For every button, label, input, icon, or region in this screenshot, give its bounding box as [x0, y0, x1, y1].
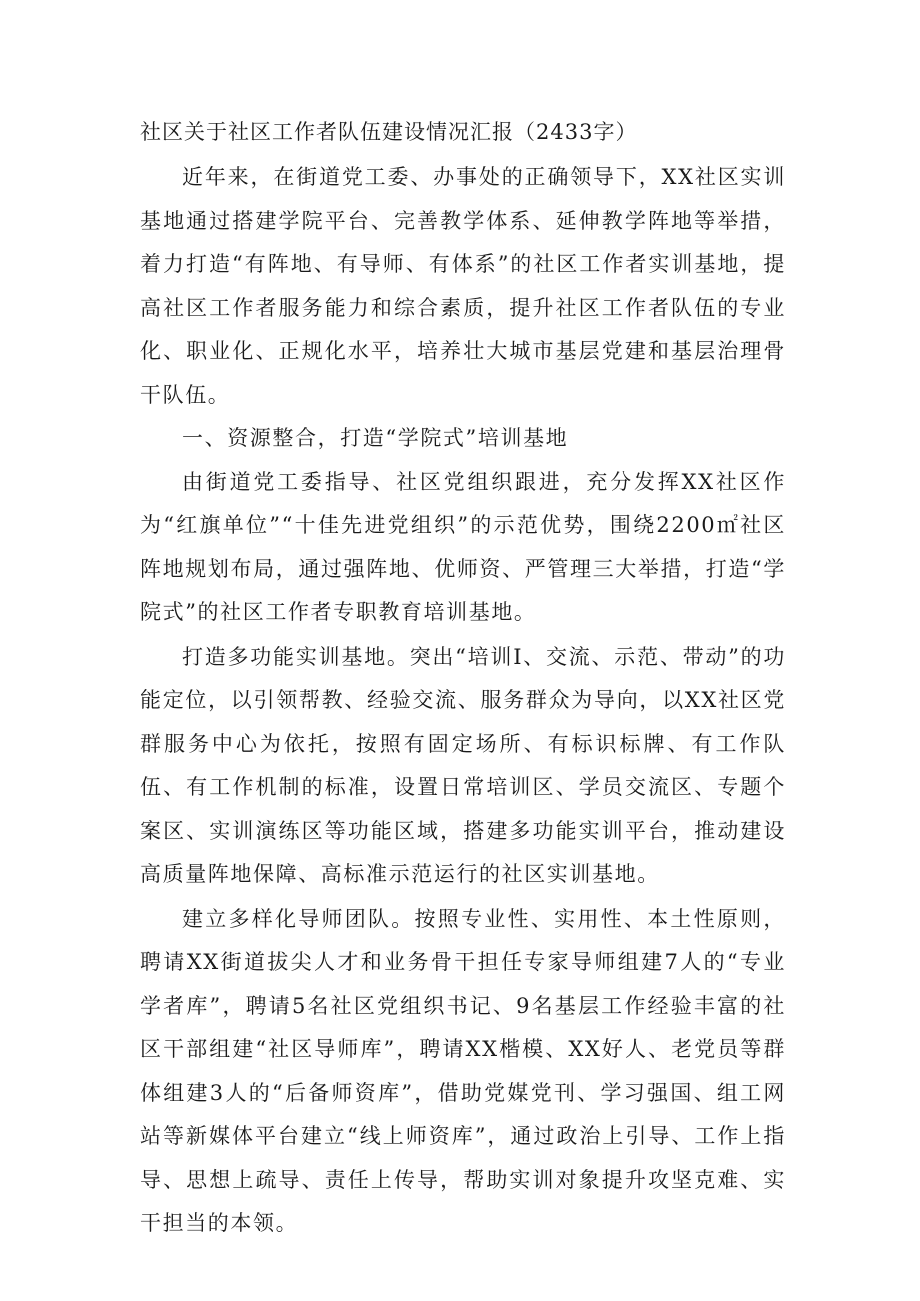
document-body: [140, 112, 786, 1246]
section-1-paragraph-1: 由街道党工委指导、社区党组织跟进，充分发挥XX社区作为“红旗单位”“十佳先进党组织”的示范优势，围绕2200㎡社区阵地规划布局，通过强阵地、优师资、严管理三大举措，打造“学院式”的社区工作者专职教育培训基地。: [140, 469, 786, 624]
section-1-paragraph-2: 打造多功能实训基地。突出“培训Ⅰ、交流、示范、带动”的功能定位，以引领帮教、经验交流、服务群众为导向，以XX社区党群服务中心为依托，按照有固定场所、有标识标牌、有工作队伍、有工作机制的标准，设置日常培训区、学员交流区、专题个案区、实训演练区等功能区域，搭建多功能实训平台，推动建设高质量阵地保障、高标准示范运行的社区实训基地。: [140, 644, 786, 886]
section-1-paragraph-3: 建立多样化导师团队。按照专业性、实用性、本土性原则，聘请XX街道拔尖人才和业务骨干担任专家导师组建7人的“专业学者库”，聘请5名社区党组织书记、9名基层工作经验丰富的社区干部组建“社区导师库”，聘请XX楷模、XX好人、老党员等群体组建3人的“后备师资库”，借助党媒党刊、学习强国、组工网站等新媒体平台建立“线上师资库”，通过政治上引导、工作上指导、思想上疏导、责任上传导，帮助实训对象提升攻坚克难、实干担当的本领。: [140, 906, 786, 1235]
section-heading-1: 一、资源整合，打造“学院式”培训基地: [182, 426, 569, 450]
intro-paragraph: 近年来，在街道党工委、办事处的正确领导下，XX社区实训基地通过搭建学院平台、完善教学体系、延伸教学阵地等举措，着力打造“有阵地、有导师、有体系”的社区工作者实训基地，提高社区工作者服务能力和综合素质，提升社区工作者队伍的专业化、职业化、正规化水平，培养壮大城市基层党建和基层治理骨干队伍。: [140, 165, 786, 407]
document-title: 社区关于社区工作者队伍建设情况汇报（2433字）: [140, 120, 638, 144]
